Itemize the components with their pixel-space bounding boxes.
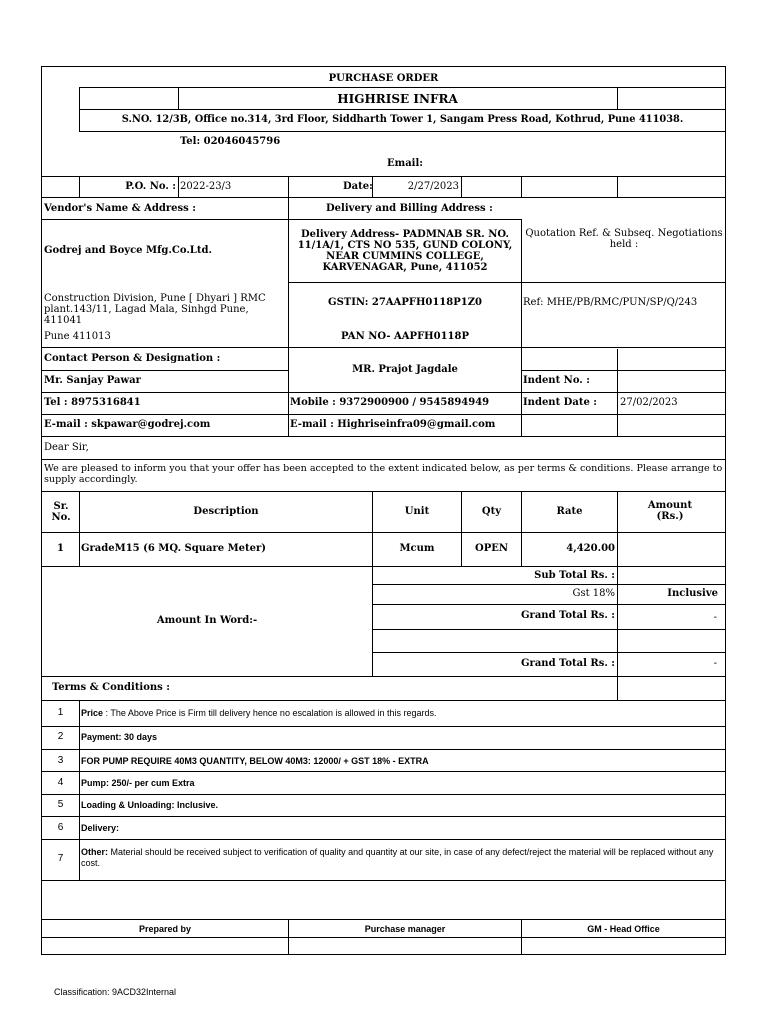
- term-no: 5: [57, 799, 64, 810]
- prepared-by-label: Prepared by: [138, 924, 192, 934]
- col-header-amount: Amount (Rs.): [647, 500, 693, 522]
- row-qty: OPEN: [475, 543, 508, 554]
- po-number: 2022-23/3: [180, 181, 232, 192]
- row-rate: 4,420.00: [566, 543, 615, 554]
- term-text: [81, 707, 437, 719]
- grand-total-label-2: Grand Total Rs. :: [521, 658, 615, 669]
- col-header-rate: Rate: [556, 506, 583, 517]
- pan-number: PAN NO- AAPFH0118P: [341, 331, 469, 342]
- vendor-heading: Vendor's Name & Address :: [44, 203, 196, 214]
- gst-label: Gst 18%: [572, 588, 615, 599]
- contact-name: Mr. Sanjay Pawar: [44, 375, 141, 386]
- po-date: 2/27/2023: [407, 181, 459, 192]
- term-no: 4: [57, 777, 64, 788]
- col-header-qty: Qty: [481, 506, 502, 517]
- quotation-heading: Quotation Ref. & Subseq. Negotiations held :: [525, 228, 723, 250]
- term-label: FOR PUMP REQUIRE 40M3 QUANTITY, BELOW 40M3: 12000/ + GST 18% - EXTRA: [81, 756, 429, 766]
- term-label: Loading & Unloading: Inclusive.: [81, 800, 219, 810]
- company-address: S.NO. 12/3B, Office no.314, 3rd Floor, Siddharth Tower 1, Sangam Press Road, Kothrud, Pune 411038.: [121, 114, 684, 125]
- term-text: [81, 847, 723, 869]
- classification-label: Classification: 9ACD32Internal: [54, 987, 177, 997]
- term-label: Delivery:: [81, 823, 120, 833]
- delivery-heading: Delivery and Billing Address :: [326, 203, 493, 214]
- grand-total-label-1: Grand Total Rs. :: [521, 610, 615, 621]
- col-header-unit: Unit: [404, 506, 430, 517]
- grand-total-value-2: -: [713, 658, 717, 669]
- delivery-email: E-mail : Highriseinfra09@gmail.com: [290, 419, 496, 430]
- amount-in-word-label: Amount In Word:-: [156, 615, 258, 626]
- document-title: PURCHASE ORDER: [328, 73, 439, 84]
- company-email-label: Email:: [387, 158, 423, 169]
- quotation-ref: Ref: MHE/PB/RMC/PUN/SP/Q/243: [523, 297, 698, 308]
- vendor-address: Construction Division, Pune [ Dhyari ] RMC plant.143/11, Lagad Mala, Sinhgd Pune, 411041: [44, 293, 266, 326]
- terms-heading: Terms & Conditions :: [52, 682, 170, 693]
- po-date-label: Date:: [343, 181, 373, 192]
- sub-total-label: Sub Total Rs. :: [534, 570, 615, 581]
- row-description: GradeM15 (6 MQ. Square Meter): [81, 543, 267, 554]
- company-name: HIGHRISE INFRA: [337, 92, 458, 106]
- vendor-city: Pune 411013: [44, 331, 111, 342]
- term-body: Material should be received subject to verification of quality and quantity at our site, in case of any defect/reject the material will be replaced without any cost.: [81, 847, 714, 868]
- vendor-tel: Tel : 8975316841: [44, 397, 141, 408]
- indent-date-label: Indent Date :: [523, 397, 597, 408]
- purchase-manager-label: Purchase manager: [364, 924, 446, 934]
- letter-body: We are pleased to inform you that your offer has been accepted to the extent indicated below, as per terms & conditions. Please arrange to supply accordingly.: [44, 463, 723, 485]
- indent-no-label: Indent No. :: [523, 375, 590, 386]
- term-no: 2: [57, 731, 64, 742]
- indent-date: 27/02/2023: [620, 397, 678, 408]
- term-no: 1: [57, 707, 64, 718]
- delivery-address: Delivery Address- PADMNAB SR. NO. 11/1A/1, CTS NO 535, GUND COLONY, NEAR CUMMINS COLLEGE, KARVENAGAR, Pune, 411052: [297, 229, 513, 273]
- term-no: 3: [57, 755, 64, 766]
- col-header-description: Description: [193, 506, 259, 517]
- company-tel: Tel: 02046045796: [180, 136, 281, 147]
- vendor-name: Godrej and Boyce Mfg.Co.Ltd.: [44, 245, 212, 256]
- contact-heading: Contact Person & Designation :: [44, 353, 221, 364]
- term-label: Payment: 30 days: [81, 732, 158, 742]
- term-body: : The Above Price is Firm till delivery hence no escalation is allowed in this regards.: [103, 708, 437, 718]
- gst-value: Inclusive: [667, 588, 718, 599]
- row-sr: 1: [57, 543, 64, 554]
- term-no: 6: [57, 822, 64, 833]
- po-number-label: P.O. No. :: [125, 181, 176, 192]
- term-label: Pump: 250/- per cum Extra: [81, 778, 195, 788]
- term-label: Price: [81, 708, 104, 718]
- term-no: 7: [57, 853, 64, 864]
- term-label: Other:: [81, 847, 108, 857]
- grand-total-value-1: -: [713, 612, 717, 623]
- gstin: GSTIN: 27AAPFH0118P1Z0: [328, 297, 482, 308]
- delivery-contact: MR. Prajot Jagdale: [352, 364, 458, 375]
- gm-head-office-label: GM - Head Office: [587, 924, 660, 934]
- salutation: Dear Sir,: [44, 442, 89, 453]
- row-unit: Mcum: [399, 543, 435, 554]
- delivery-mobile: Mobile : 9372900900 / 9545894949: [290, 397, 490, 408]
- vendor-email: E-mail : skpawar@godrej.com: [44, 419, 211, 430]
- col-header-sr-no: Sr. No.: [51, 501, 71, 523]
